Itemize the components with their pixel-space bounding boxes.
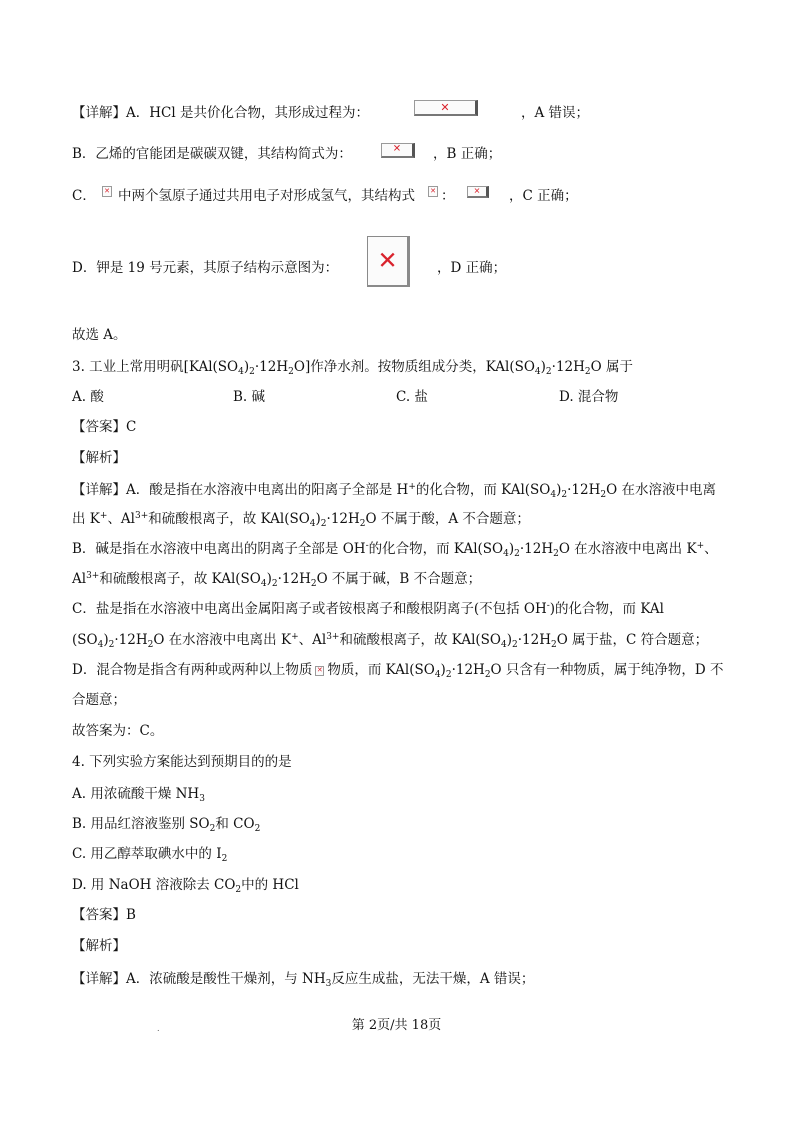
q2-conclusion: 故选 A。 (72, 327, 127, 343)
broken-image-icon: ✕ (428, 186, 438, 197)
q3-detail-d-line2: 合题意； (72, 692, 126, 708)
broken-image-icon: ✕ (367, 236, 410, 287)
q3-option-b: B. 碱 (233, 389, 266, 405)
q3-detail-d-line1: D．混合物是指含有两种或两种以上物质 ✕ 物质，而 $KAl(SO_4)_2\cdot 12H_2O$ 只含有一种物质，属于纯净物，D 不 (72, 662, 724, 680)
q2-option-c-text: 中两个氢原子通过共用电子对形成氢气，其结构式 (118, 188, 415, 204)
q3-detail-a-line2: 出 K+、$Al^{3+}$和硫酸根离子，故 $KAl(SO_4)_2\cdot 12H_2O$ 不属于酸，A 不合题意； (72, 511, 530, 529)
broken-image-icon: ✕ (316, 666, 323, 675)
broken-image-icon: ✕ (102, 186, 112, 197)
broken-image-icon: ✕ (381, 143, 415, 158)
q2-option-c-colon: ： (441, 188, 455, 204)
q3-option-c: C. 盐 (396, 389, 428, 405)
q3-option-d: D. 混合物 (559, 389, 619, 405)
q4-detail-a: 【详解】A．浓硫酸是酸性干燥剂，与 $NH_3$反应生成盐，无法干燥，A 错误； (72, 971, 535, 989)
q3-detail-b-line2: $Al^{3+}$和硫酸根离子，故 $KAl(SO_4)_2\cdot 12H_2O$ 不属于碱，B 不合题意； (72, 571, 482, 589)
q3-detail-c-line1: C．盐是指在水溶液中电离出金属阳离子或者铵根离子和酸根阴离子(不包括 OH-)的化合物，而 KAl (72, 601, 664, 617)
q4-option-b: B. 用品红溶液鉴别 $SO_2$和 $CO_2$ (72, 816, 261, 834)
stray-dot: . (157, 1024, 160, 1033)
broken-image-icon: ✕ (414, 100, 478, 116)
q3-option-a: A. 酸 (72, 389, 104, 405)
page-number: 第 2页/共 18页 (351, 1018, 442, 1033)
q4-option-a: A. 用浓硫酸干燥 $NH_3$ (72, 786, 205, 804)
q3-conclusion: 故答案为：C。 (72, 723, 164, 739)
q4-option-c: C. 用乙醇萃取碘水中的 $I_2$ (72, 846, 228, 864)
q3-stem: 3. 工业上常用明矾$[KAl(SO_4)_2\cdot 12H_2O]$作净水剂。按物质组成分类，$KAl(SO_4)_2\cdot 12H_2O$ 属于 (72, 359, 633, 377)
q4-stem: 4. 下列实验方案能达到预期目的的是 (72, 754, 292, 770)
q3-detail-c-line2: $(SO_4)_2\cdot 12H_2O$ 在水溶液中电离出 K+、$Al^{3+}$和硫酸根离子，故 $KAl(SO_4)_2\cdot 12H_2O$ 属于盐，C 符合题意； (72, 632, 709, 650)
q4-analysis-heading: 【解析】 (72, 938, 126, 954)
q3-answer: 【答案】C (72, 419, 137, 435)
q2-option-c-result: ，C 正确； (509, 188, 578, 204)
q3-detail-a-line1: 【详解】A．酸是指在水溶液中电离出的阳离子全部是 H+的化合物，而 $KAl(SO_4)_2\cdot 12H_2O$ 在水溶液中电离 (72, 482, 716, 500)
q2-option-b: B．乙烯的官能团是碳碳双键，其结构简式为： (72, 146, 352, 162)
q2-detail-a: 【详解】A．HCl 是共价化合物，其形成过程为： (72, 105, 369, 121)
q2-option-d-result: ，D 正确； (437, 260, 507, 276)
q3-detail-b-line1: B．碱是指在水溶液中电离出的阴离子全部是 OH-的化合物，而 $KAl(SO_4)_2\cdot 12H_2O$ 在水溶液中电离出 K+、 (72, 541, 718, 559)
q4-answer: 【答案】B (72, 907, 136, 923)
q2-detail-a-result: ，A 错误； (521, 105, 590, 121)
q4-option-d: D. 用 NaOH 溶液除去 $CO_2$中的 HCl (72, 877, 299, 895)
broken-image-icon: ✕ (467, 186, 489, 198)
q2-option-c-label: C． (72, 188, 96, 204)
q3-analysis-heading: 【解析】 (72, 450, 126, 466)
q2-option-d: D．钾是 19 号元素，其原子结构示意图为： (72, 260, 339, 276)
q2-option-b-result: ，B 正确； (433, 146, 502, 162)
